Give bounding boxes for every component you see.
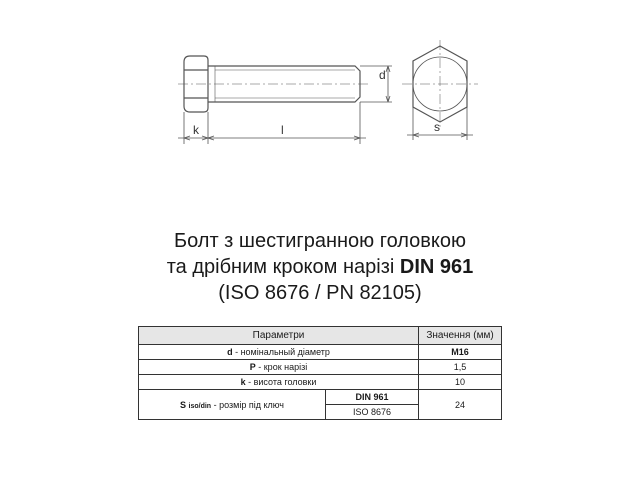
param-desc: - крок нарізі: [255, 362, 308, 372]
standard-cell: [326, 390, 419, 405]
param-desc: - розмір під ключ: [211, 399, 284, 410]
header-params: Параметри: [139, 327, 419, 345]
param-desc: - номінальный діаметр: [232, 347, 330, 357]
bolt-shank: [208, 66, 360, 102]
spec-table: [138, 326, 502, 420]
value-cell: [419, 345, 502, 360]
table-row: [139, 345, 502, 360]
title-standard: DIN 961: [399, 256, 474, 278]
param-cell: [139, 345, 419, 360]
title-line-3: (ISO 8676 / PN 82105): [218, 282, 422, 304]
param-subscript: iso/din: [188, 402, 212, 410]
dim-label-s: s: [434, 120, 440, 134]
dim-label-l: l: [281, 123, 284, 137]
param-symbol: S: [180, 399, 187, 410]
table-row: [139, 360, 502, 375]
dim-label-d: d: [379, 68, 386, 82]
table-row: [139, 375, 502, 390]
value-text: M16: [451, 347, 469, 357]
table-header-row: [139, 327, 502, 345]
dim-label-k: k: [193, 123, 199, 137]
title-line-2-prefix: та дрібним кроком нарізі: [166, 256, 395, 278]
bolt-drawing: [0, 0, 640, 220]
header-values: Значення (мм): [419, 327, 502, 345]
title-line-1: Болт з шестигранною головкою: [173, 230, 466, 252]
value-cell: 1,5: [419, 360, 502, 375]
value-cell: 24: [419, 390, 502, 420]
title-line-2: [0, 254, 640, 280]
param-cell: [139, 360, 419, 375]
param-desc: - висота головки: [245, 377, 317, 387]
value-cell: 10: [419, 375, 502, 390]
param-symbol: P: [249, 362, 256, 372]
standard-cell: ISO 8676: [326, 405, 419, 420]
dimension-s: [407, 107, 473, 140]
param-symbol: k: [240, 377, 246, 387]
dimension-k-l: [178, 102, 366, 144]
product-title: [0, 228, 640, 306]
param-cell-s: [139, 390, 326, 420]
standard-din: DIN 961: [355, 392, 389, 402]
param-cell: [139, 375, 419, 390]
param-symbol: d: [227, 347, 233, 357]
table-row: [139, 390, 502, 405]
